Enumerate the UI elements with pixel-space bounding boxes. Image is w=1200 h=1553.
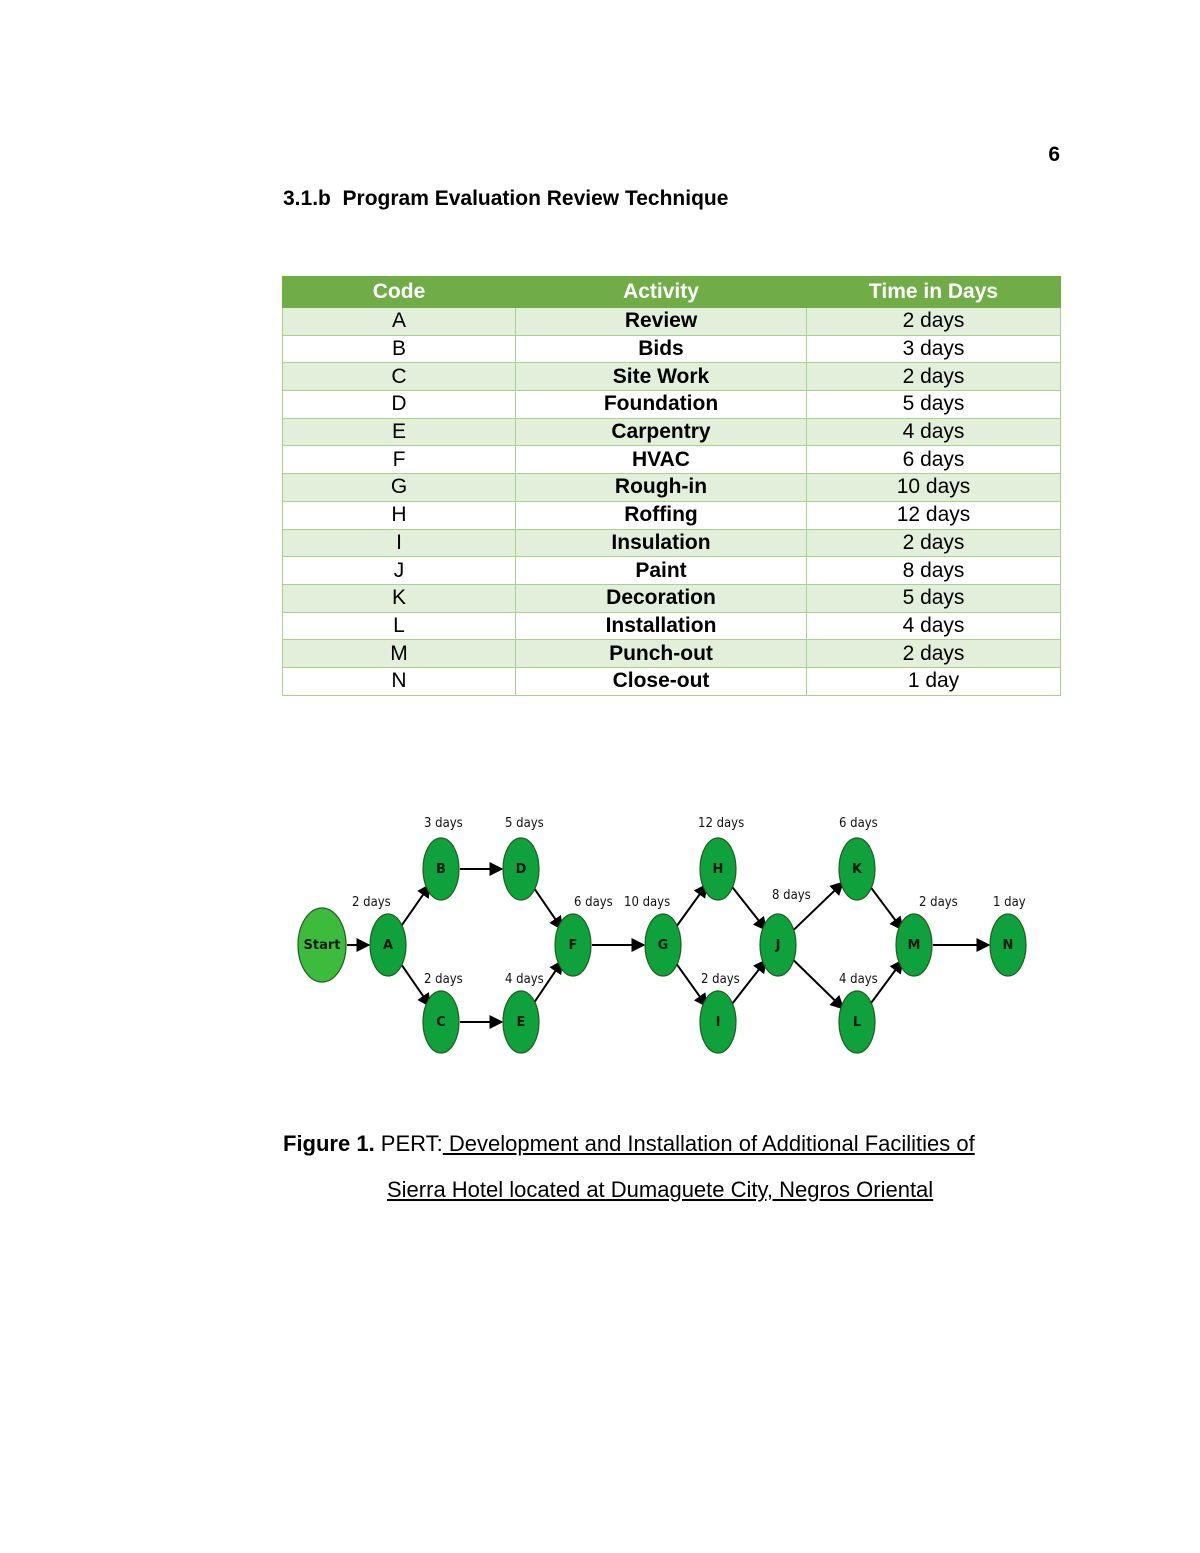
edge-h-j	[730, 884, 766, 930]
node-h	[700, 838, 736, 900]
cell-activity: Review	[516, 308, 807, 336]
cell-time: 6 days	[807, 446, 1061, 474]
table-row	[283, 584, 1061, 612]
figure-title-line1: Development and Installation of Additional Facilities of	[442, 1131, 975, 1156]
node-label: H	[712, 862, 724, 877]
table-row	[283, 335, 1061, 363]
cell-time: 5 days	[807, 584, 1061, 612]
pert-diagram	[290, 805, 1040, 1065]
node-label: A	[382, 938, 394, 953]
node-label: G	[657, 938, 669, 953]
node-c	[423, 991, 459, 1053]
duration-label-k: 6 days	[839, 816, 878, 831]
node-label: N	[1002, 938, 1014, 953]
edge-j-l	[792, 958, 844, 1008]
cell-code: H	[283, 501, 516, 529]
figure-label: Figure 1.	[283, 1131, 375, 1156]
cell-activity: Paint	[516, 557, 807, 585]
cell-time: 4 days	[807, 612, 1061, 640]
cell-activity: HVAC	[516, 446, 807, 474]
activity-table	[282, 276, 1061, 696]
duration-label-m: 2 days	[919, 895, 958, 910]
cell-activity: Site Work	[516, 363, 807, 391]
node-i	[700, 991, 736, 1053]
table-row	[283, 557, 1061, 585]
cell-code: B	[283, 335, 516, 363]
node-f	[555, 914, 591, 976]
cell-code: D	[283, 391, 516, 419]
cell-activity: Rough-in	[516, 474, 807, 502]
duration-label-h: 12 days	[698, 816, 745, 831]
duration-label-e: 4 days	[505, 972, 544, 987]
cell-code: L	[283, 612, 516, 640]
cell-code: A	[283, 308, 516, 336]
node-label: J	[775, 938, 781, 953]
table-row	[283, 529, 1061, 557]
section-title: 3.1.b Program Evaluation Review Technique	[283, 187, 729, 210]
figure-caption-line1	[283, 1131, 975, 1157]
duration-label-d: 5 days	[505, 816, 544, 831]
cell-time: 12 days	[807, 501, 1061, 529]
node-label: I	[715, 1015, 721, 1030]
header-time: Time in Days	[807, 277, 1061, 308]
node-label: C	[436, 1015, 446, 1030]
cell-activity: Decoration	[516, 584, 807, 612]
cell-time: 2 days	[807, 640, 1061, 668]
cell-time: 5 days	[807, 391, 1061, 419]
cell-activity: Punch-out	[516, 640, 807, 668]
table-row	[283, 446, 1061, 474]
node-label: Start	[303, 938, 341, 953]
cell-activity: Roffing	[516, 501, 807, 529]
node-a	[370, 914, 406, 976]
node-d	[503, 838, 539, 900]
node-e	[503, 991, 539, 1053]
node-j	[760, 914, 796, 976]
header-code: Code	[283, 277, 516, 308]
node-label: M	[907, 938, 921, 953]
table-row	[283, 391, 1061, 419]
cell-time: 10 days	[807, 474, 1061, 502]
duration-label-n: 1 day	[993, 895, 1026, 910]
edge-d-f	[532, 885, 563, 930]
table-header-row	[283, 277, 1061, 308]
header-activity: Activity	[516, 277, 807, 308]
table-body	[283, 308, 1061, 696]
table-row	[283, 418, 1061, 446]
figure-prefix: PERT:	[374, 1131, 443, 1156]
cell-activity: Bids	[516, 335, 807, 363]
node-l	[839, 991, 875, 1053]
cell-code: N	[283, 667, 516, 695]
cell-time: 2 days	[807, 363, 1061, 391]
figure-title-line2: Sierra Hotel located at Dumaguete City, Negros Oriental	[387, 1177, 934, 1202]
node-label: F	[568, 938, 578, 953]
duration-label-j: 8 days	[772, 888, 811, 903]
table-row	[283, 667, 1061, 695]
table-row	[283, 640, 1061, 668]
duration-label-g: 10 days	[624, 895, 671, 910]
cell-time: 8 days	[807, 557, 1061, 585]
cell-code: C	[283, 363, 516, 391]
edge-a-b	[399, 885, 430, 930]
cell-time: 4 days	[807, 418, 1061, 446]
cell-time: 3 days	[807, 335, 1061, 363]
cell-code: J	[283, 557, 516, 585]
node-label: B	[436, 862, 446, 877]
edge-k-m	[868, 884, 902, 930]
duration-label-f: 6 days	[574, 895, 613, 910]
cell-time: 2 days	[807, 529, 1061, 557]
cell-time: 1 day	[807, 667, 1061, 695]
cell-code: I	[283, 529, 516, 557]
duration-label-c: 2 days	[424, 972, 463, 987]
node-label: L	[852, 1015, 862, 1030]
node-label: K	[851, 862, 863, 877]
node-label: E	[516, 1015, 526, 1030]
cell-code: G	[283, 474, 516, 502]
cell-activity: Insulation	[516, 529, 807, 557]
duration-label-b: 3 days	[424, 816, 463, 831]
table-row	[283, 501, 1061, 529]
cell-time: 2 days	[807, 308, 1061, 336]
duration-label-i: 2 days	[701, 972, 740, 987]
node-b	[423, 838, 459, 900]
node-n	[990, 914, 1026, 976]
duration-label-a: 2 days	[352, 895, 391, 910]
cell-activity: Close-out	[516, 667, 807, 695]
table-row	[283, 308, 1061, 336]
cell-code: M	[283, 640, 516, 668]
cell-code: F	[283, 446, 516, 474]
node-g	[645, 914, 681, 976]
node-label: D	[515, 862, 527, 877]
table-row	[283, 474, 1061, 502]
cell-activity: Foundation	[516, 391, 807, 419]
cell-activity: Carpentry	[516, 418, 807, 446]
node-m	[896, 914, 932, 976]
cell-code: K	[283, 584, 516, 612]
table-row	[283, 612, 1061, 640]
cell-code: E	[283, 418, 516, 446]
table-row	[283, 363, 1061, 391]
cell-activity: Installation	[516, 612, 807, 640]
edge-g-h	[674, 884, 707, 929]
node-start	[298, 908, 346, 982]
page-number: 6	[1048, 143, 1060, 166]
node-k	[839, 838, 875, 900]
duration-label-l: 4 days	[839, 972, 878, 987]
